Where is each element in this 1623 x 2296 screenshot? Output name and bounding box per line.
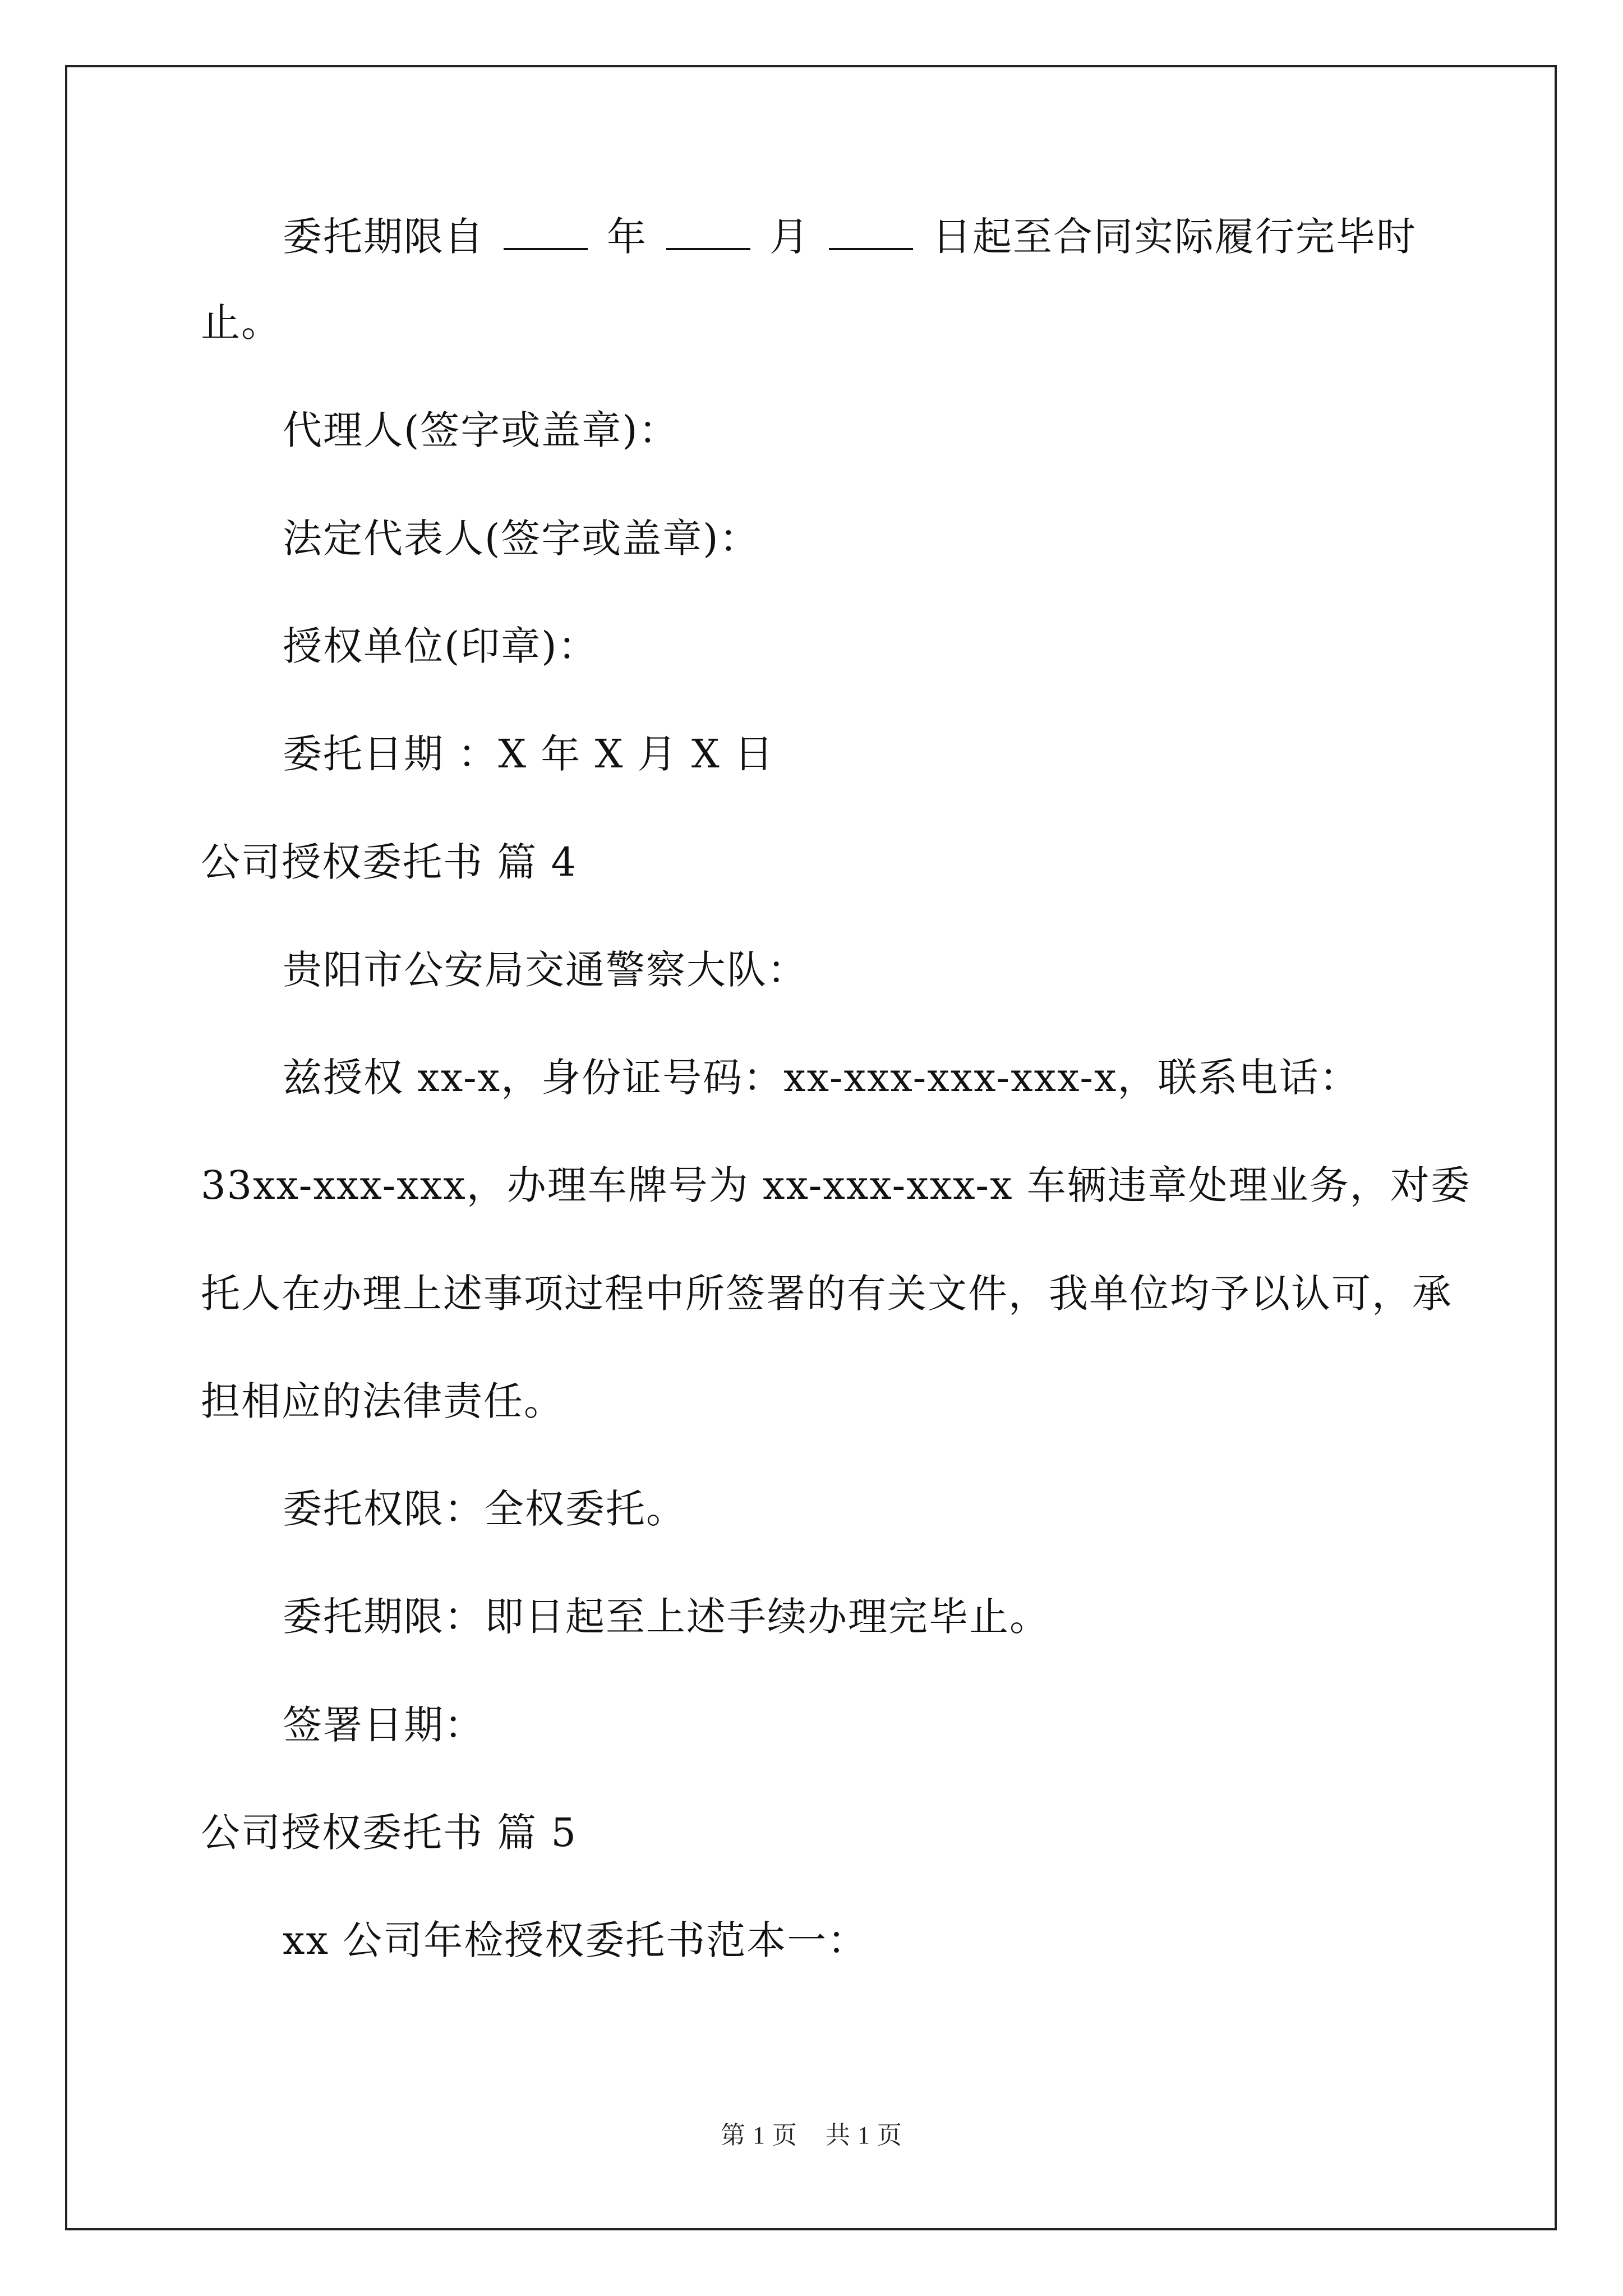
month-blank	[666, 215, 750, 250]
entrust-date-line: 委托日期 ：X 年 X 月 X 日	[283, 731, 775, 777]
year-label: 年	[607, 214, 647, 260]
addressee-line: 贵阳市公安局交通警察大队：	[283, 947, 808, 993]
month-label: 月	[769, 214, 810, 260]
authorizing-unit-line: 授权单位(印章)：	[283, 623, 598, 669]
paragraph-line: xx 公司年检授权委托书范本一：	[283, 1917, 868, 1963]
paragraph-line: 兹授权 xx-x，身份证号码：xx-xxx-xxx-xxx-x，联系电话：	[283, 1055, 1360, 1101]
paragraph-line: 担相应的法律责任。	[201, 1378, 564, 1424]
signing-date-line: 签署日期：	[283, 1702, 485, 1748]
entrust-period-prefix: 委托期限自	[283, 214, 485, 260]
day-blank	[829, 215, 913, 250]
entrust-period-suffix: 日起至合同实际履行完毕时	[932, 214, 1417, 260]
paragraph-line: 33xx-xxx-xxx，办理车牌号为 xx-xxx-xxx-x 车辆违章处理业务，对委	[201, 1162, 1471, 1208]
section-heading: 公司授权委托书 篇 4	[201, 839, 578, 885]
paragraph-line: 止。	[201, 300, 282, 346]
entrust-period-line	[283, 214, 1417, 260]
agent-signature-line: 代理人(签字或盖章)：	[283, 407, 679, 453]
entrust-period-line-2: 委托期限：即日起至上述手续办理完毕止。	[283, 1594, 1050, 1640]
page-footer	[0, 2115, 1623, 2151]
legal-rep-signature-line: 法定代表人(签字或盖章)：	[283, 516, 760, 562]
page-number: 第 1 页	[721, 2122, 797, 2149]
year-blank	[504, 215, 588, 250]
page-total: 共 1 页	[826, 2122, 902, 2149]
paragraph-line: 托人在办理上述事项过程中所签署的有关文件，我单位均予以认可，承	[201, 1271, 1453, 1317]
authority-scope-line: 委托权限：全权委托。	[283, 1486, 686, 1532]
page-border	[65, 65, 1557, 2230]
section-heading: 公司授权委托书 篇 5	[201, 1810, 578, 1856]
